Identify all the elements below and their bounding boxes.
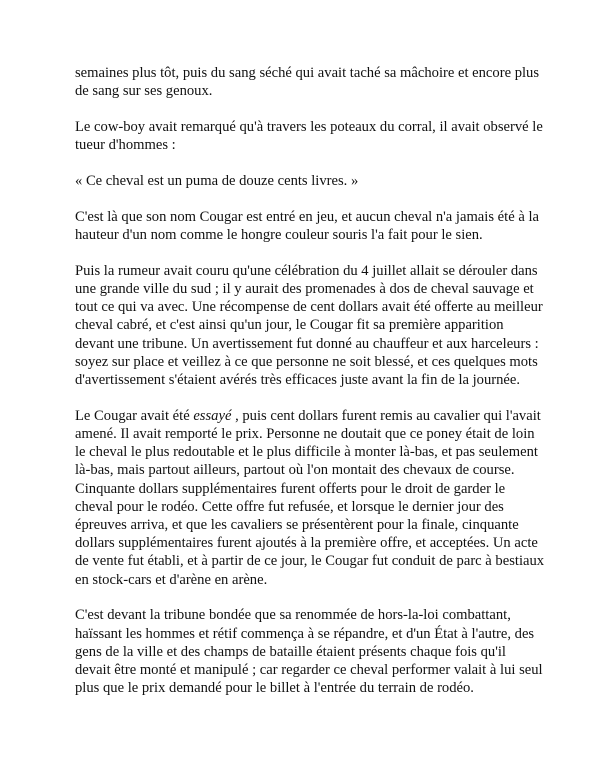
paragraph-7: C'est devant la tribune bondée que sa renommée de hors-la-loi combattant, haïssant les hommes et rétif commença à se répandre, et d'un État à l'autre, des gens de la ville et des champs de bataille étaient présents chaque fois qu'il devait être monté et manipulé ; car regarder ce cheval performer valait à lui seul plus que le prix demandé pour le billet à l'entrée du terrain de rodéo. [75, 607, 543, 697]
paragraph-1: semaines plus tôt, puis du sang séché qui avait taché sa mâchoire et encore plus de sang sur ses genoux. [75, 65, 540, 100]
paragraph-4: C'est là que son nom Cougar est entré en jeu, et aucun cheval n'a jamais été à la hauteur d'un nom comme le hongre couleur souris l'a fait pour le sien. [75, 208, 539, 243]
paragraph-6 [75, 407, 545, 589]
paragraph-2: Le cow-boy avait remarqué qu'à travers les poteaux du corral, il avait observé le tueur d'hommes : [75, 119, 543, 154]
document-page [75, 64, 545, 715]
paragraph-6-italic-word: essayé [193, 407, 232, 424]
paragraph-5: Puis la rumeur avait couru qu'une célébration du 4 juillet allait se dérouler dans une grande ville du sud ; il y aurait des promenades à dos de cheval sauvage et tout ce qui va avec. Une récompense de cent dollars avait été offerte au meilleur cheval cabré, et c'est ainsi qu'un jour, le Cougar fit sa première apparition devant une tribune. Un avertissement fut donné au chauffeur et aux harceleurs : soyez sur place et veillez à ce que personne ne soit blessé, et ces quelques mots d'avertissement s'étaient avérés très efficaces juste avant la fin de la journée. [75, 262, 543, 389]
paragraph-6-start: Le Cougar avait été [75, 407, 194, 424]
paragraph-6-rest: , puis cent dollars furent remis au cavalier qui l'avait amené. Il avait remporté le prix. Personne ne doutait que ce poney était de loin le cheval le plus redoutable et le plus difficile à monter là-bas, et pas seulement là-bas, mais partout ailleurs, partout où l'on montait des chevaux de course. Cinquante dollars supplémentaires furent offerts pour le droit de garder le cheval pour le rodéo. Cette offre fut refusée, et lorsque le dernier jour des épreuves arriva, et que les cavaliers se présentèrent pour la finale, cinquante dollars supplémentaires furent ajoutés à la première offre, et acceptées. Un acte de vente fut établi, et à partir de ce jour, le Cougar fut conduit de parc à bestiaux en stock-cars et d'arène en arène. [75, 407, 545, 588]
paragraph-3-quote: « Ce cheval est un puma de douze cents livres. » [75, 173, 359, 189]
